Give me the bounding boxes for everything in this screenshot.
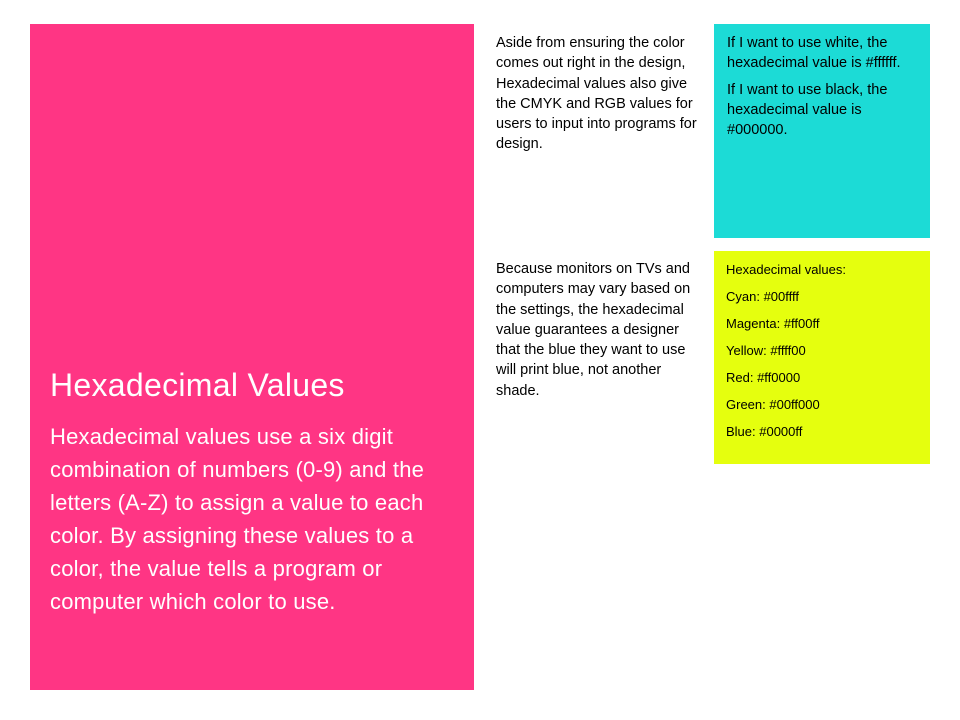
hex-value-magenta: Magenta: #ff00ff xyxy=(726,316,820,331)
hex-value-red: Red: #ff0000 xyxy=(726,370,801,385)
pink-panel xyxy=(30,24,474,690)
slide-body-text: Hexadecimal values use a six digit combination of numbers (0-9) and the letters (A-Z) to assign a value to each color. By assigning these values to a color, the value tells a program or computer which color to use. xyxy=(50,424,425,614)
middle-top-text: Aside from ensuring the color comes out right in the design, Hexadecimal values also give the CMYK and RGB values for users to input into programs for design. xyxy=(496,35,697,153)
hex-value-cyan: Cyan: #00ffff xyxy=(726,289,800,304)
hex-value-green: Green: #00ff000 xyxy=(726,397,820,412)
yellow-panel xyxy=(714,251,930,464)
hex-values-list xyxy=(726,288,922,441)
cyan-panel xyxy=(714,24,930,238)
white-hex-text: If I want to use white, the hexadecimal value is #ffffff. xyxy=(727,35,901,72)
middle-bottom-text: Because monitors on TVs and computers may vary based on the settings, the hexadecimal value guarantees a designer that the blue they want to use will print blue, not another shade. xyxy=(496,261,691,399)
hex-value-yellow: Yellow: #ffff00 xyxy=(726,343,806,358)
black-hex-text: If I want to use black, the hexadecimal value is #000000. xyxy=(727,81,888,139)
slide-title: Hexadecimal Values xyxy=(50,367,345,403)
hex-values-heading: Hexadecimal values: xyxy=(726,262,846,277)
hex-value-blue: Blue: #0000ff xyxy=(726,424,803,439)
